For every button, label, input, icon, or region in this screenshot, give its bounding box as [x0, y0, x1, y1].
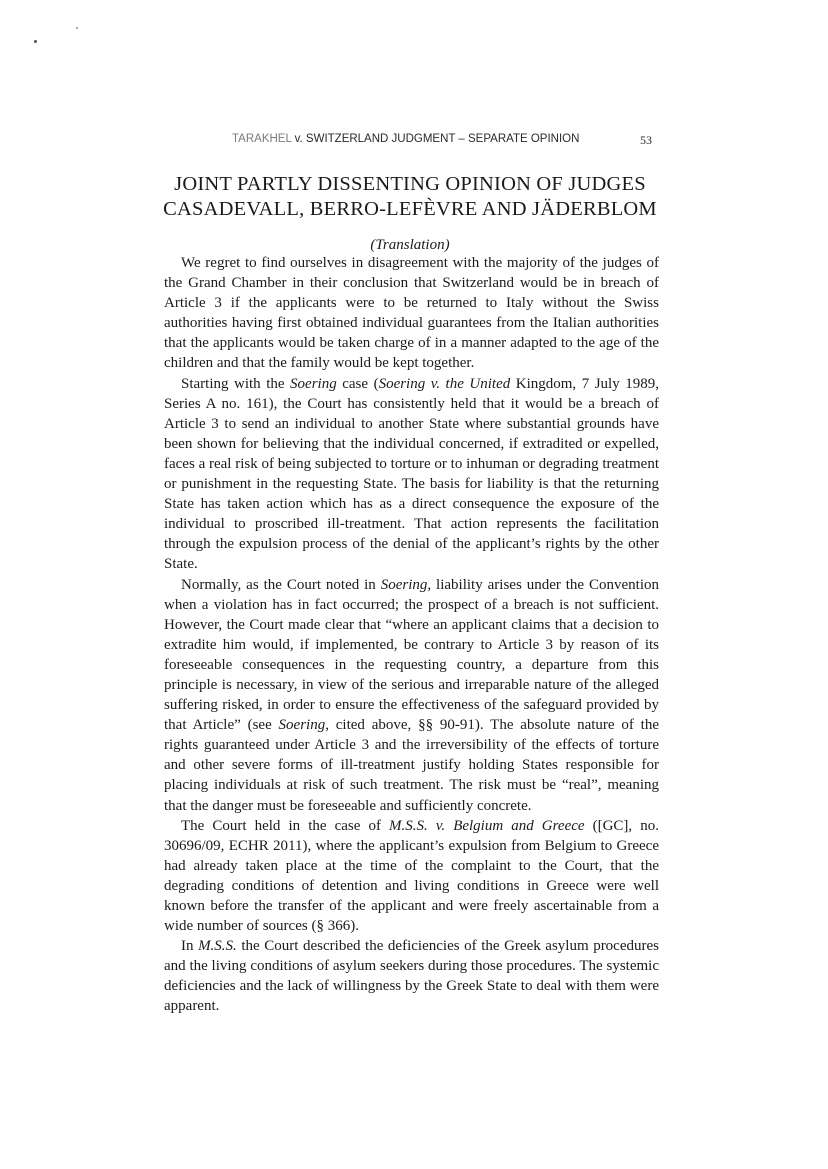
opinion-title-line-1: JOINT PARTLY DISSENTING OPINION OF JUDGES — [174, 173, 646, 195]
opinion-title — [150, 172, 670, 222]
scan-speck — [76, 27, 78, 29]
italic-citation: Soering — [278, 717, 326, 734]
text-run: the Court described the deficiencies of the Greek asylum procedures and the living conditions of asylum seekers during those procedures. The systemic deficiencies and the lack of willingness by the Greek State to deal with them were apparent. — [164, 938, 659, 1015]
text-run: , cited above, §§ 90-91). The absolute nature of the rights guaranteed under Article 3 and the irreversibility of the effects of torture and other severe forms of ill-treatment justify holding States responsible for placing individuals at risk of such treatment. The risk must be “real”, meaning that the danger must be foreseeable and sufficiently concrete. — [164, 717, 659, 814]
text-run: case ( — [336, 375, 379, 392]
paragraph-4 — [164, 816, 659, 937]
text-run: Starting with the — [181, 375, 291, 392]
opinion-title-line-2: CASADEVALL, BERRO-LEFÈVRE AND JÄDERBLOM — [163, 198, 657, 220]
italic-citation: M.S.S. v. Belgium and Greece — [389, 817, 585, 834]
paragraph-5 — [164, 936, 659, 1016]
paragraph-3 — [164, 575, 659, 816]
scan-speck — [34, 40, 37, 43]
paragraph-1 — [164, 253, 659, 374]
paragraph-2 — [164, 374, 659, 575]
running-header-judgment-label: v. SWITZERLAND JUDGMENT – SEPARATE OPINION — [291, 133, 580, 145]
text-run: ([GC], no. 30696/09, ECHR 2011), where the applicant’s expulsion from Belgium to Greece had already taken place at the time of the complaint to the Court, that the degrading conditions of detention and living conditions in Greece were well known before the transfer of the applicant and were freely ascertainable from a wide number of sources (§ 366). — [164, 817, 659, 935]
text-run: We regret to find ourselves in disagreement with the majority of the judges of the Grand Chamber in their conclusion that Switzerland would be in breach of Article 3 if the applicants were to be returned to Italy without the Swiss authorities having first obtained individual guarantees from the Italian authorities that the applicants would be taken charge of in a manner adapted to the age of the children and that the family would be kept together. — [164, 255, 659, 372]
italic-citation: Soering — [290, 375, 337, 392]
italic-citation: Soering v. the United — [378, 375, 511, 392]
page-number: 53 — [640, 133, 652, 147]
italic-citation: M.S.S. — [198, 938, 237, 955]
opinion-body — [164, 253, 659, 1017]
running-header — [232, 133, 652, 149]
text-run: The Court held in the case of — [181, 817, 390, 834]
text-run: Kingdom, 7 July 1989, Series A no. 161), the Court has consistently held that it would be a breach of Article 3 to send an individual to another State where substantial grounds have been shown for believing that the individual concerned, if extradited or expelled, faces a real risk of being subjected to torture or to inhuman or degrading treatment or punishment in the requesting State. The basis for liability is that the returning State has taken action which has as a direct consequence the exposure of the individual to proscribed ill-treatment. That action represents the facilitation through the expulsion process of the denial of the applicant’s rights by the other State. — [164, 375, 659, 573]
italic-citation: Soering — [380, 576, 428, 593]
translation-note: (Translation) — [370, 237, 450, 253]
running-header-title — [232, 133, 579, 145]
text-run: , liability arises under the Convention when a violation has in fact occurred; the prospect of a breach is not sufficient. However, the Court made clear that “where an applicant claims that a decision to extradite him would, if implemented, be contrary to Article 3 by reason of its foreseeable consequences in the requesting country, a departure from this principle is necessary, in view of the serious and irreparable nature of the alleged suffering risked, in order to ensure the effectiveness of the safeguard provided by that Article” (see — [164, 576, 659, 734]
running-header-case-name: TARAKHEL — [232, 133, 292, 145]
text-run: In — [181, 938, 199, 955]
text-run: Normally, as the Court noted in — [181, 576, 381, 593]
